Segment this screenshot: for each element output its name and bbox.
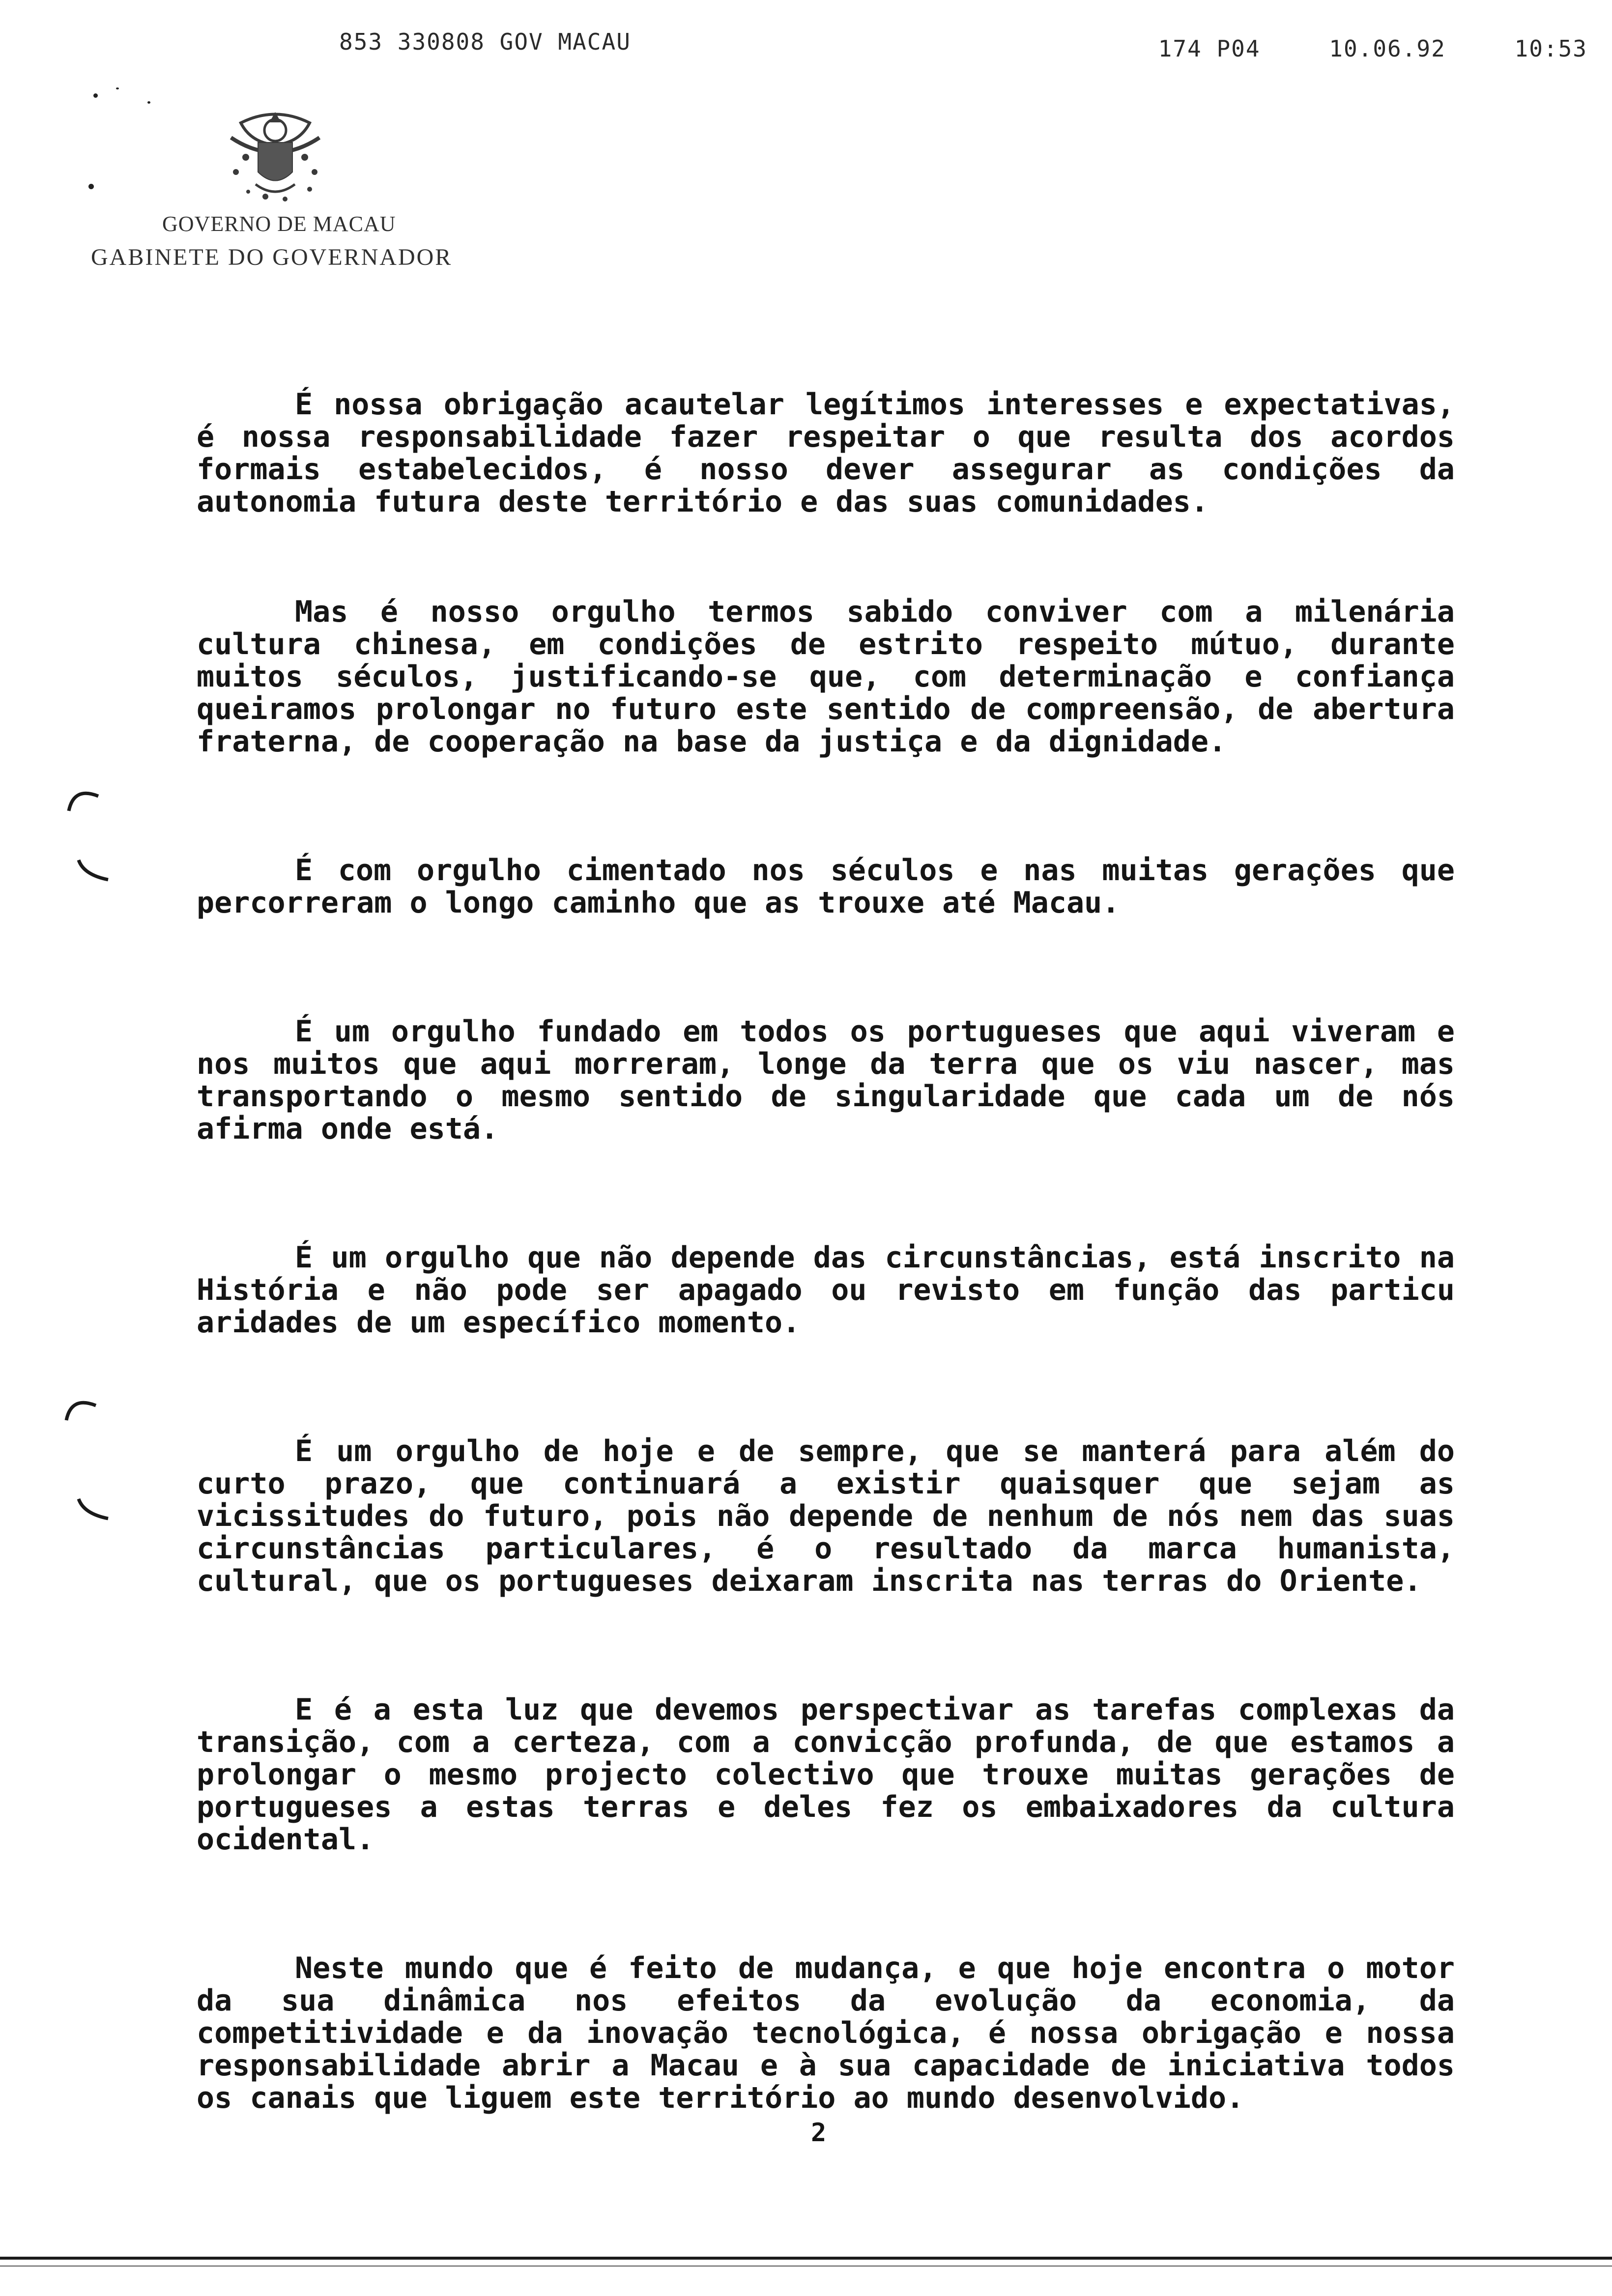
page-number: 2 bbox=[811, 2118, 827, 2148]
fax-sender: 853 330808 GOV MACAU bbox=[339, 29, 631, 55]
scan-speck bbox=[93, 93, 98, 98]
document-body bbox=[197, 388, 1455, 2210]
letterhead-cabinet: GABINETE DO GOVERNADOR bbox=[91, 244, 453, 270]
paragraph: É um orgulho que não depende das circunstâncias, está inscrito na História e não pode ser apagado ou revisto em função das particu aridades de um específico momento. bbox=[197, 1240, 1455, 1340]
paragraph: É com orgulho cimentado nos séculos e nas muitas gerações que percorreram o longo caminho que as trouxe até Macau. bbox=[197, 853, 1455, 920]
punch-hole-bottom-icon bbox=[74, 1494, 113, 1533]
fax-transmission-header bbox=[339, 29, 1587, 62]
paragraph: Mas é nosso orgulho termos sabido conviver com a milenária cultura chinesa, em condições de estrito respeito mútuo, durante muitos séculos, justificando-se que, com determinação e confiança queiramos prolongar no futuro este sentido de compreensão, de abertura fraterna, de cooperação na base da justiça e da dignidade. bbox=[197, 595, 1455, 759]
scan-speck bbox=[116, 87, 119, 89]
paragraph: É um orgulho fundado em todos os portugueses que aqui viveram e nos muitos que aqui morreram, longe da terra que os viu nascer, mas transportando o mesmo sentido de singularidade que cada um de nós afirma onde está. bbox=[197, 1014, 1455, 1146]
punch-hole-top-icon bbox=[64, 781, 103, 821]
paragraph: Neste mundo que é feito de mudança, e que hoje encontra o motor da sua dinâmica nos efeitos da evolução da economia, da competitividade e da inovação tecnológica, é nossa obrigação e nossa responsabilidade abrir a Macau e à sua capacidade de iniciativa todos os canais que liguem este território ao mundo desenvolvido. bbox=[197, 1951, 1455, 2115]
fax-time: 10:53 bbox=[1514, 35, 1587, 62]
paragraph: É nossa obrigação acautelar legítimos interesses e expectativas, é nossa responsabilidade fazer respeitar o que resulta dos acordos formais estabelecidos, é nosso dever assegurar as condições da autonomia futura deste território e das suas comunidades. bbox=[197, 387, 1455, 519]
punch-hole-bottom-icon bbox=[74, 855, 113, 894]
fax-pages: 174 P04 bbox=[1158, 35, 1261, 62]
letterhead-government: GOVERNO DE MACAU bbox=[162, 212, 396, 236]
scan-edge-line bbox=[0, 2266, 1612, 2267]
scan-speck bbox=[147, 101, 150, 104]
fax-meta bbox=[1104, 35, 1587, 62]
coat-of-arms-icon bbox=[211, 103, 339, 211]
fax-date: 10.06.92 bbox=[1329, 35, 1446, 62]
scan-edge-line bbox=[0, 2257, 1612, 2260]
punch-hole-top-icon bbox=[61, 1391, 101, 1430]
paragraph: E é a esta luz que devemos perspectivar as tarefas complexas da transição, com a certeza, com a convicção profunda, de que estamos a prolongar o mesmo projecto colectivo que trouxe muitas gerações de portugueses a estas terras e deles fez os embaixadores da cultura ocidental. bbox=[197, 1693, 1455, 1857]
paragraph: É um orgulho de hoje e de sempre, que se manterá para além do curto prazo, que continuará a existir quaisquer que sejam as vicissitudes do futuro, pois não depende de nenhum de nós nem das suas circunstâncias particulares, é o resultado da marca humanista, cultural, que os portugueses deixaram inscrita nas terras do Oriente. bbox=[197, 1434, 1455, 1598]
scan-speck bbox=[88, 184, 94, 189]
